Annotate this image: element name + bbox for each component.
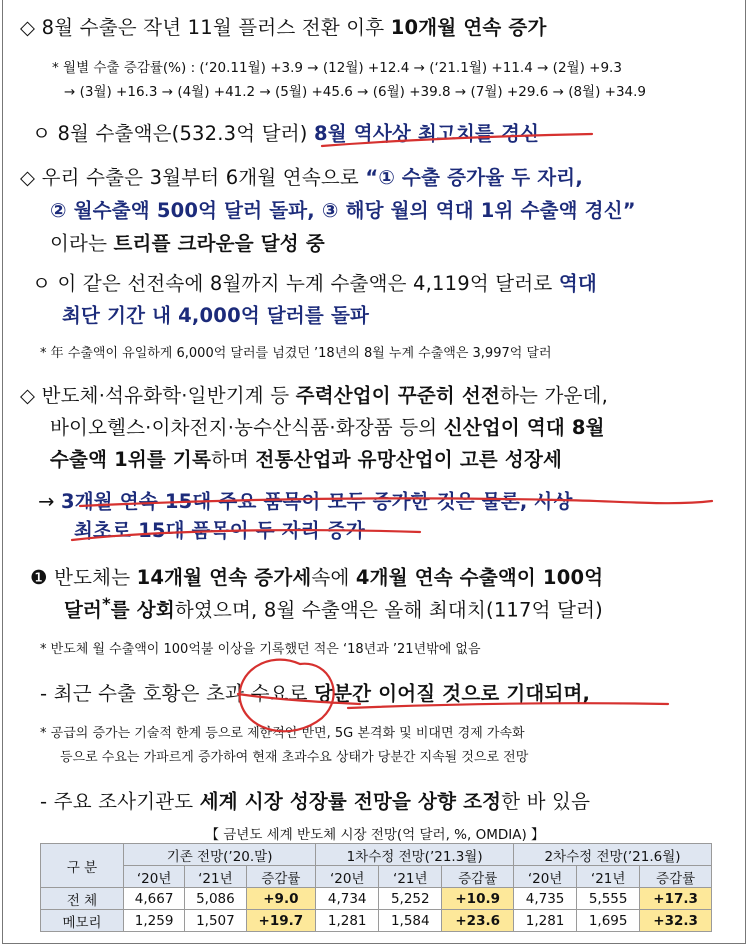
- diamond-bullet: ◇: [20, 384, 36, 407]
- arrow-icon: →: [38, 490, 55, 513]
- table-subheader: 증감률: [246, 866, 316, 888]
- table-subheader-row: [41, 866, 712, 888]
- paragraph-4-line1: ㅇ 이 같은 선전속에 8월까지 누계 수출액은 4,119억 달러로 역대: [32, 272, 597, 295]
- table-group-header: 1차수정 전망(’21.3월): [316, 844, 514, 866]
- table-row-label: 메모리: [41, 910, 124, 932]
- paragraph-8: - 최근 수출 호황은 초과 수요로 당분간 이어질 것으로 기대되며,: [40, 682, 591, 705]
- table-cell-growth: +17.3: [640, 888, 712, 910]
- paragraph-6-line1: → 3개월 연속 15대 주요 품목이 모두 증가한 것은 물론, 사상: [38, 490, 573, 513]
- paragraph-7-line2: 달러*를 상회하였으며, 8월 수출액은 올해 최대치(117억 달러): [64, 594, 603, 622]
- diamond-bullet: ◇: [20, 166, 36, 189]
- paragraph-6-line2: 최초로 15대 품목이 두 자리 증가: [74, 519, 365, 542]
- paragraph-3-line2: ② 월수출액 500억 달러 돌파, ③ 해당 월의 역대 1위 수출액 경신”: [50, 199, 636, 222]
- note-supply-demand-line1: * 공급의 증가는 기술적 한계 등으로 제한적인 반면, 5G 본격화 및 비대면 경제 가속화: [40, 726, 525, 741]
- number-one-bullet: ❶: [30, 566, 48, 589]
- paragraph-5-line3: 수출액 1위를 기록하며 전통산업과 유망산업이 고른 성장세: [50, 448, 563, 471]
- circle-bullet: ㅇ: [32, 122, 52, 145]
- table-cell: 1,281: [316, 910, 379, 932]
- paragraph-2: ㅇ 8월 수출액은(532.3억 달러) 8월 역사상 최고치를 경신: [32, 122, 540, 145]
- diamond-bullet: ◇: [20, 16, 36, 39]
- table-cell: 1,259: [124, 910, 185, 932]
- table-cell: 5,555: [577, 888, 640, 910]
- table-cell-growth: +10.9: [442, 888, 514, 910]
- table-cell-growth: +32.3: [640, 910, 712, 932]
- table-subheader: ‘20년: [124, 866, 185, 888]
- table-subheader: ‘21년: [379, 866, 442, 888]
- table-row-label: 전 체: [41, 888, 124, 910]
- table-corner-cell: 구 분: [41, 844, 124, 888]
- note-semiconductor-record: * 반도체 월 수출액이 100억불 이상을 기록했던 적은 ‘18년과 ’21년밖에 없음: [40, 642, 481, 657]
- paragraph-3-line3: 이라는 트리플 크라운을 달성 중: [50, 232, 325, 255]
- table-cell-growth: +23.6: [442, 910, 514, 932]
- circle-bullet: ㅇ: [32, 272, 52, 295]
- table-subheader: 증감률: [442, 866, 514, 888]
- semiconductor-market-table: [40, 843, 712, 932]
- table-group-header: 2차수정 전망(’21.6월): [514, 844, 712, 866]
- table-subheader: ‘21년: [185, 866, 246, 888]
- table-cell-growth: +9.0: [246, 888, 316, 910]
- paragraph-5-line2: 바이오헬스·이차전지·농수산식품·화장품 등의 신산업이 역대 8월: [50, 416, 605, 439]
- table-cell: 1,584: [379, 910, 442, 932]
- table-cell: 5,252: [379, 888, 442, 910]
- table-row: [41, 910, 712, 932]
- table-cell: 5,086: [185, 888, 246, 910]
- table-cell: 1,507: [185, 910, 246, 932]
- table-cell: 1,695: [577, 910, 640, 932]
- paragraph-4-line2: 최단 기간 내 4,000억 달러를 돌파: [62, 304, 370, 327]
- table-cell: 4,734: [316, 888, 379, 910]
- note-monthly-growth-line1: * 월별 수출 증감률(%) : (‘20.11월) +3.9 → (12월) +12.4 → (‘21.1월) +11.4 → (2월) +9.3: [52, 60, 622, 76]
- table-subheader: ‘20년: [514, 866, 577, 888]
- table-group-header: 기존 전망(’20.말): [124, 844, 316, 866]
- table-subheader: ‘20년: [316, 866, 379, 888]
- paragraph-1: ◇ 8월 수출은 작년 11월 플러스 전환 이후 10개월 연속 증가: [20, 16, 547, 39]
- table-caption: 【 금년도 세계 반도체 시장 전망(억 달러, %, OMDIA) 】: [205, 827, 545, 843]
- table-cell: 4,667: [124, 888, 185, 910]
- paragraph-9: - 주요 조사기관도 세계 시장 성장률 전망을 상향 조정한 바 있음: [40, 790, 591, 813]
- table-header-row: [41, 844, 712, 866]
- paragraph-3-line1: ◇ 우리 수출은 3월부터 6개월 연속으로 “① 수출 증가율 두 자리,: [20, 166, 583, 189]
- paragraph-5-line1: ◇ 반도체·석유화학·일반기계 등 주력산업이 꾸준히 선전하는 가운데,: [20, 384, 608, 407]
- table-cell-growth: +19.7: [246, 910, 316, 932]
- table-row: [41, 888, 712, 910]
- note-cumulative-exports: * 年 수출액이 유일하게 6,000억 달러를 넘겼던 ’18년의 8월 누계 수출액은 3,997억 달러: [40, 346, 552, 361]
- table-subheader: 증감률: [640, 866, 712, 888]
- note-supply-demand-line2: 등으로 수요는 가파르게 증가하여 현재 초과수요 상태가 당분간 지속될 것으로 전망: [60, 750, 529, 765]
- note-monthly-growth-line2: → (3월) +16.3 → (4월) +41.2 → (5월) +45.6 → (6월) +39.8 → (7월) +29.6 → (8월) +34.9: [64, 84, 647, 100]
- table-cell: 4,735: [514, 888, 577, 910]
- table-subheader: ‘21년: [577, 866, 640, 888]
- paragraph-7-line1: ❶ 반도체는 14개월 연속 증가세속에 4개월 연속 수출액이 100억: [30, 566, 604, 589]
- table-cell: 1,281: [514, 910, 577, 932]
